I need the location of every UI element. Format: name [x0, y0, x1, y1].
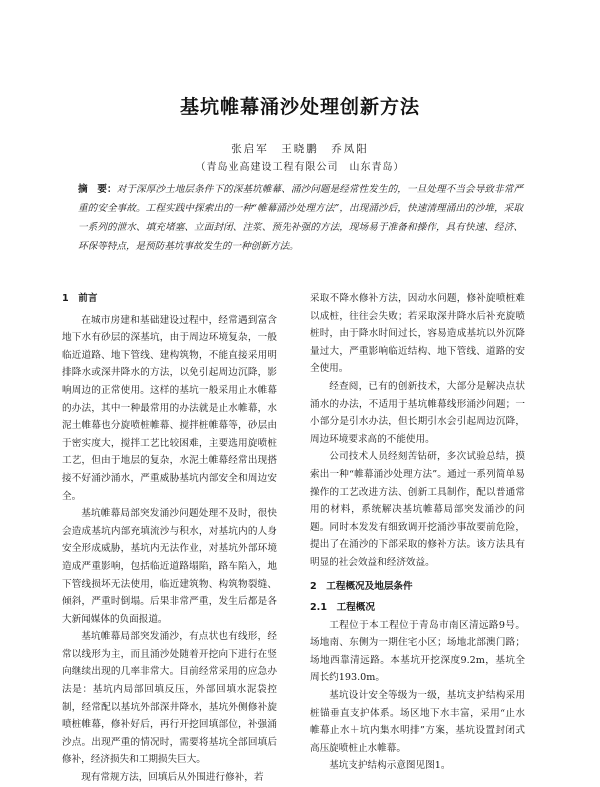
paper-authors: 张启军 王晓鹏 乔凤阳 — [231, 143, 369, 155]
left-column — [62, 290, 277, 787]
paragraph: 采取不降水修补方法，因动水问题，修补旋喷桩难以成桩，往往会失败；若采取深井降水后补充旋喷桩时，由于降水时间过长，容易造成基坑以外沉降量过大，严重影响临近结构、地下管线、道路的安全使用。 — [310, 293, 525, 375]
section-1-heading: 1 前言 — [62, 293, 98, 304]
paragraph: 现有常规方法，回填后从外围进行修补，若 — [81, 772, 264, 784]
paper-affiliation: （青岛业高建设工程有限公司 山东青岛） — [195, 162, 405, 173]
paragraph: 基坑帷幕局部突发涌沙问题处理不及时，很快会造成基坑内部充填流沙与积水，对基坑内的人身安全形成威胁，基坑内无法作业，对基坑外部环境造成严重影响，包括临近道路塌陷，路车陷入，地下管线损坏无法使用，临近建筑物、构筑物裂缝、倾斜，严重时倒塌。后果非常严重，发生后都是各大新闻媒体的负面报道。 — [62, 508, 277, 625]
right-column — [310, 290, 525, 775]
abstract — [78, 180, 523, 256]
paragraph: 在城市房建和基础建设过程中，经常遇到富含地下水有砂层的深基坑，由于周边环境复杂，一般临近道路、地下管线、建构筑物，不能直接采用明排降水或深井降水的方法，以免引起周边沉降，影响周边的正常使用。这样的基坑一般采用止水帷幕的办法，其中一种最常用的办法就是止水帷幕，水泥土帷幕也分旋喷桩帷幕、搅拌桩帷幕等，砂层由于密实度大，搅拌工艺比较困难，主要选用旋喷桩工艺，但由于地层的复杂，水泥土帷幕经常出现搭接不好涌沙涌水，严重威胁基坑内部安全和周边安全。 — [62, 314, 277, 502]
paragraph: 经查阅，已有的创新技术，大部分是解决点状涌水的办法，不适用于基坑帷幕线形涌沙问题；一小部分是引水办法，但长期引水会引起周边沉降，周边环境要求高的不能使用。 — [310, 380, 525, 445]
paragraph: 基坑支护结构示意图见图1。 — [329, 760, 451, 772]
section-2-1-heading: 2.1 工程概况 — [310, 602, 375, 614]
paragraph: 基坑帷幕局部突发涌沙，有点状也有线形，经常以线形为主，而且涌沙处随着开挖向下进行在竖向继续出现的几率非常大。目前经常采用的应急办法是：基坑内局部回填反压，外部回填水泥袋控制，经常配以基坑外部深井降水，基坑外侧修补旋喷桩帷幕，修补好后，再行开挖回填部位，补强涌沙点。出现严重的情况时，需要将基坑全部回填后修补，经济损失和工期损失巨大。 — [62, 631, 277, 766]
section-2-heading: 2 工程概况及地层条件 — [310, 580, 413, 592]
paragraph: 公司技术人员经刻苦钻研，多次试验总结，摸索出一种“帷幕涌沙处理方法”。通过一系列简单易操作的工艺改进方法、创新工具制作，配以普通常用的材料，系统解决基坑帷幕局部突发涌沙的问题。同时本发发有细致调开挖涌沙事故要前危险，提出了在涌沙的下部采取的修补方法。该方法具有明显的社会效益和经济效益。 — [310, 451, 525, 568]
paragraph: 基坑设计安全等级为一级，基坑支护结构采用桩锚垂直支护体系。场区地下水丰富，采用“止水帷幕止水＋坑内集水明排”方案，基坑设置封闭式高压旋喷桩止水帷幕。 — [310, 690, 525, 754]
abstract-label: 摘 要： — [78, 184, 117, 195]
paper-title: 基坑帷幕涌沙处理创新方法 — [179, 96, 420, 118]
paragraph: 工程位于本工程位于青岛市南区清远路9号。场地南、东侧为一期住宅小区；场地北部澳门路；场地西靠清远路。本基坑开挖深度9.2m，基坑全周长约193.0m。 — [310, 619, 525, 684]
abstract-text: 对于深厚沙土地层条件下的深基坑帷幕、涌沙问题是经常性发生的，一旦处理不当会导致非常严重的安全事故。工程实践中探索出的一种“帷幕涌沙处理方法”，出现涌沙后，快速清理涌出的沙堆，采取一系列的泄水、填充堵塞、立面封闭、注浆、预先补强的方法，现场易于准备和操作，具有快速、经济、环保等特点，是预防基坑事故发生的一种创新方法。 — [78, 184, 523, 252]
